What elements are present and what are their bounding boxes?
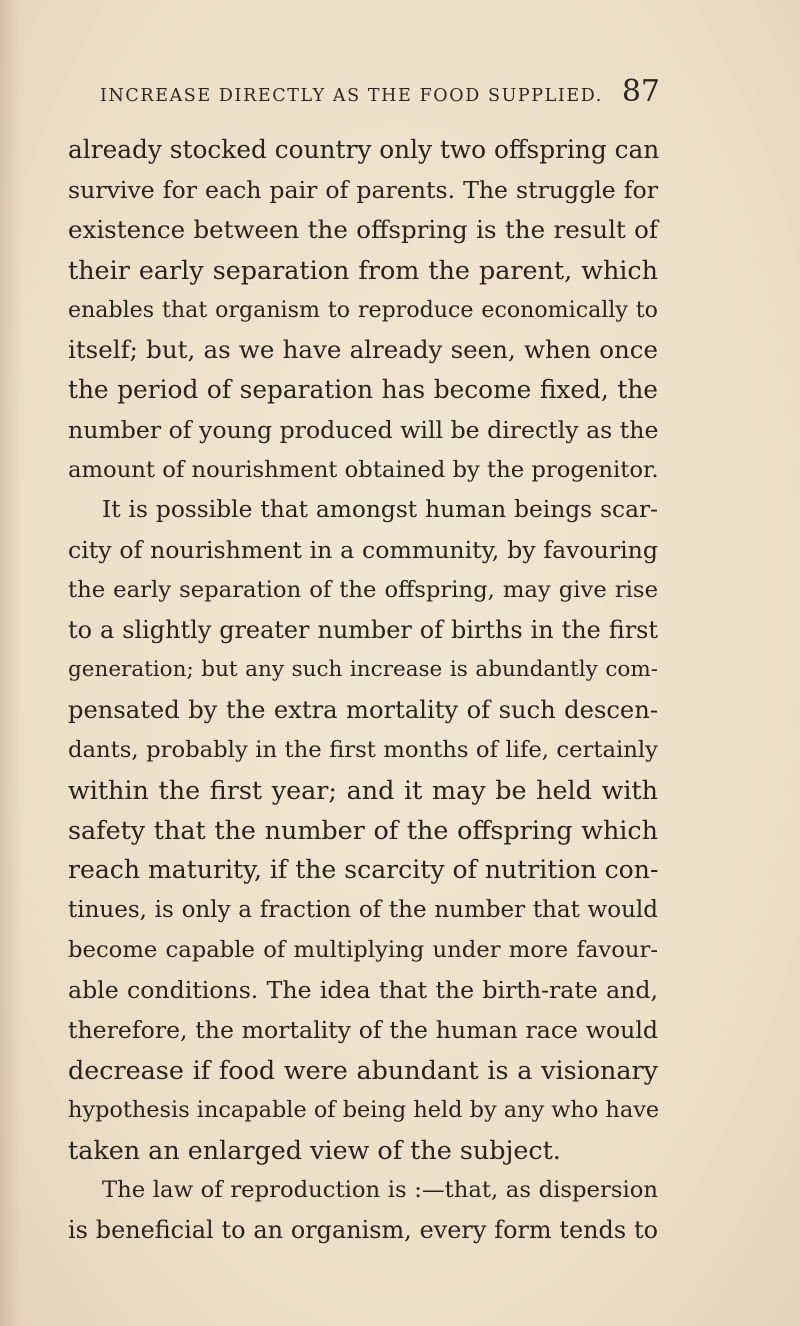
- text-line: itself; but, as we have already seen, when once: [68, 335, 658, 364]
- body-text: [68, 130, 658, 1250]
- text-line: able conditions. The idea that the birth-rate and,: [68, 976, 658, 1004]
- text-line: is beneficial to an organism, every form tends to: [68, 1216, 658, 1244]
- text-line: safety that the number of the offspring which: [68, 815, 658, 845]
- text-line: become capable of multiplying under more favour-: [68, 937, 658, 963]
- paragraph-start-line: It is possible that amongst human beings scar-: [102, 496, 658, 523]
- text-line: survive for each pair of parents. The struggle for: [68, 176, 658, 204]
- text-line: generation; but any such increase is abundantly com-: [68, 657, 658, 682]
- running-head: [100, 74, 660, 114]
- text-line: tinues, is only a fraction of the number that would: [68, 897, 658, 923]
- text-line: enables that organism to reproduce economically to: [68, 297, 658, 323]
- text-line: number of young produced will be directly as the: [68, 416, 659, 444]
- text-line: their early separation from the parent, which: [68, 255, 658, 285]
- page-number: 87: [621, 74, 660, 109]
- text-line: to a slightly greater number of births in the first: [68, 616, 658, 644]
- paragraph-start-line: The law of reproduction is :—that, as dispersion: [102, 1177, 658, 1203]
- text-line: the period of separation has become fixed, the: [68, 375, 658, 404]
- text-line: pensated by the extra mortality of such descen-: [68, 696, 658, 724]
- text-line: hypothesis incapable of being held by any who have: [68, 1097, 660, 1123]
- text-line: within the first year; and it may be held with: [68, 775, 658, 805]
- text-line: the early separation of the offspring, may give rise: [68, 577, 658, 603]
- running-head-title: INCREASE DIRECTLY AS THE FOOD SUPPLIED.: [100, 86, 603, 106]
- text-line: amount of nourishment obtained by the progenitor.: [68, 457, 659, 483]
- text-line: reach maturity, if the scarcity of nutrition con-: [68, 855, 659, 884]
- text-line: city of nourishment in a community, by favouring: [68, 536, 658, 564]
- page-edge-shadow: [0, 0, 22, 1326]
- text-line: dants, probably in the first months of life, certainly: [68, 737, 658, 763]
- text-line: therefore, the mortality of the human race would: [68, 1016, 658, 1044]
- text-line: taken an enlarged view of the subject.: [68, 1135, 561, 1165]
- text-line: existence between the offspring is the result of: [68, 215, 658, 244]
- text-line: decrease if food were abundant is a visionary: [68, 1055, 658, 1085]
- text-line: already stocked country only two offspring can: [68, 135, 660, 164]
